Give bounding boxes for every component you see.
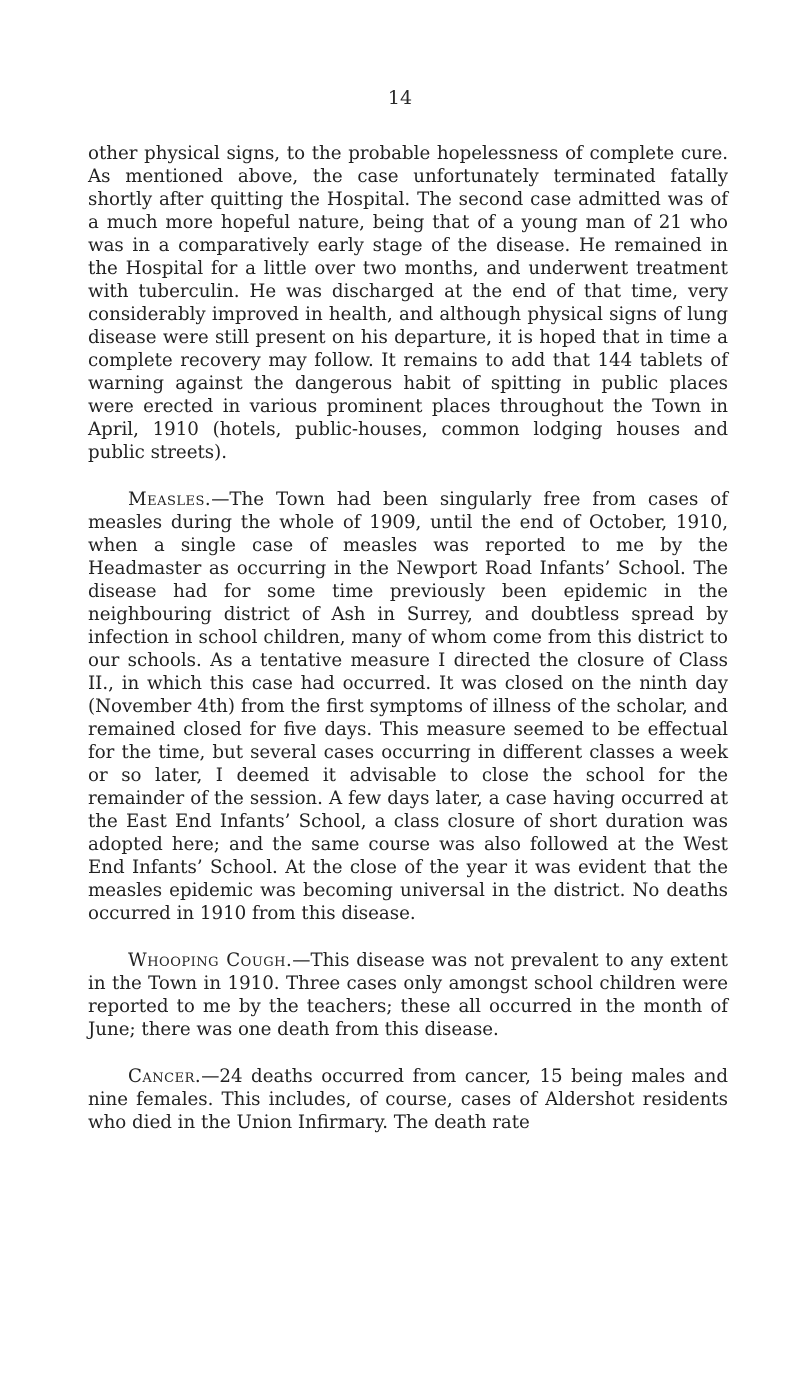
- paragraph-cancer: [88, 1065, 728, 1134]
- paragraph-whooping-cough: [88, 949, 728, 1041]
- paragraph-text: —This disease was not prevalent to any extent in the Town in 1910. Three cases only amongst school children were reported to me by the teachers; these all occurred in the month of June; there was one death from this disease.: [88, 950, 728, 1040]
- paragraph-text: —The Town had been singularly free from cases of measles during the whole of 1909, until the end of October, 1910, when a single case of measles was reported to me by the Headmaster as occurring in the Newport Road Infants’ School. The disease had for some time previously been epidemic in the neighbouring district of Ash in Surrey, and doubtless spread by infection in school children, many of whom come from this district to our schools. As a tentative measure I directed the closure of Class II., in which this case had occurred. It was closed on the ninth day (November 4th) from the first symptoms of illness of the scholar, and remained closed for five days. This measure seemed to be effectual for the time, but several cases occurring in different classes a week or so later, I deemed it advisable to close the school for the remainder of the session. A few days later, a case having occurred at the East End Infants’ School, a class closure of short duration was adopted here; and the same course was also followed at the West End Infants’ School. At the close of the year it was evident that the measles epidemic was becoming universal in the district. No deaths occurred in 1910 from this disease.: [88, 489, 728, 924]
- paragraph-text: —24 deaths occurred from cancer, 15 being males and nine females. This includes, of course, cases of Aldershot residents who died in the Union Infirmary. The death rate: [88, 1066, 728, 1133]
- section-heading-cancer: Cancer.: [128, 1066, 202, 1087]
- paragraph-text: other physical signs, to the probable hopelessness of complete cure. As mentioned above, the case unfortunately terminated fatally shortly after quitting the Hospital. The second case admitted was of a much more hopeful nature, being that of a young man of 21 who was in a comparatively early stage of the disease. He remained in the Hospital for a little over two months, and underwent treatment with tuberculin. He was discharged at the end of that time, very considerably improved in health, and although physical signs of lung disease were still present on his departure, it is hoped that in time a complete recovery may follow. It remains to add that 144 tablets of warning against the dangerous habit of spitting in public places were erected in various prominent places throughout the Town in April, 1910 (hotels, public-houses, common lodging houses and public streets).: [88, 143, 728, 463]
- paragraph-consumption-continued: [88, 142, 728, 464]
- page-body: [88, 142, 728, 1134]
- section-heading-measles: Measles.: [128, 489, 212, 510]
- page-number: 14: [387, 87, 413, 109]
- section-heading-whooping-cough: Whooping Cough.: [128, 950, 293, 971]
- paragraph-measles: [88, 488, 728, 925]
